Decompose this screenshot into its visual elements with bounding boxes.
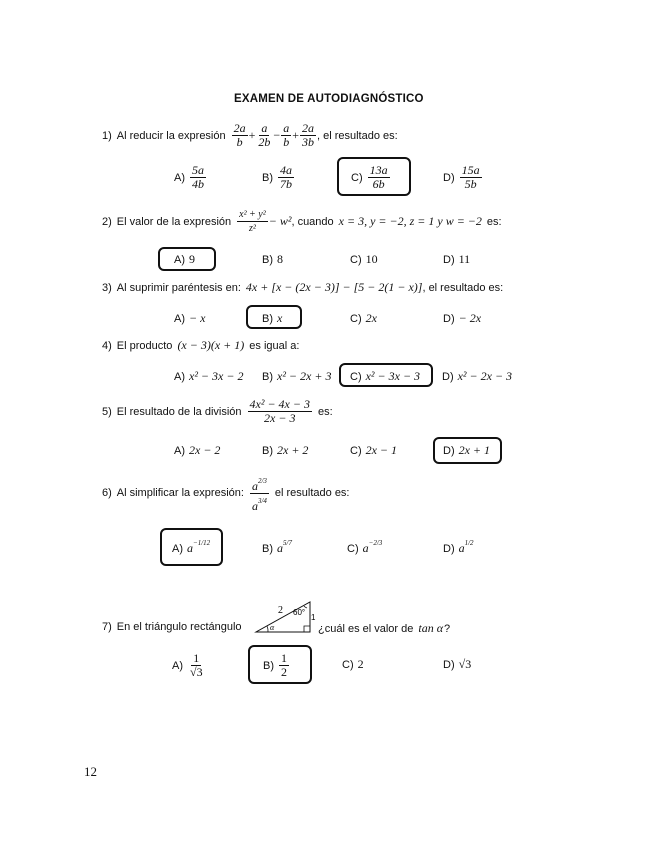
question-text: El resultado de la división (116, 405, 242, 418)
right-triangle-diagram (254, 598, 316, 634)
question-text: es: (486, 215, 502, 228)
question-text: ¿cuál es el valor de (318, 622, 414, 635)
expression: $\frac{\text{x² + y²}}{\text{z²}}$ − w² (239, 209, 292, 234)
question-5 (102, 398, 333, 425)
question-2 (102, 208, 502, 235)
expression: (x − 3)(x + 1) (177, 338, 245, 352)
question-number: 5) (102, 405, 112, 418)
question-7-tail: ¿cuál es el valor de tan α ? (318, 621, 451, 635)
option-d[interactable]: D) 2x + 1 (443, 443, 491, 457)
option-a[interactable]: A) $\frac{5a}{4b}$ (174, 163, 204, 191)
option-b[interactable]: B) x (262, 311, 283, 325)
question-text: , el resultado es: (316, 129, 398, 142)
given-values: x = 3, y = −2, z = 1 y w = −2 (338, 214, 482, 228)
option-d[interactable]: D) √3 (443, 657, 472, 671)
option-d[interactable]: D) − 2x (443, 311, 482, 325)
question-text: , el resultado es: (422, 281, 504, 294)
option-a[interactable]: A) x² − 3x − 2 (174, 369, 244, 383)
question-number: 2) (102, 215, 112, 228)
option-c[interactable]: C) $\frac{13a}{6b}$ (351, 163, 388, 191)
expression: 4x + [x − (2x − 3)] − [5 − 2(1 − x)] (245, 280, 423, 294)
option-c[interactable]: C) 2x (350, 311, 377, 325)
question-number: 6) (102, 486, 112, 499)
question-text: El valor de la expresión (116, 215, 232, 228)
option-d[interactable]: D) $a^{1/2}$ (443, 539, 474, 555)
question-3 (102, 280, 503, 295)
option-a[interactable]: A) 9 (174, 252, 195, 266)
question-text: el resultado es: (274, 486, 350, 499)
tan-alpha: tan α (418, 621, 444, 635)
option-b[interactable]: B) 2x + 2 (262, 443, 309, 457)
angle-label: 60° (293, 608, 306, 617)
option-c[interactable]: C) 2 (342, 657, 364, 671)
alpha-label: α (270, 623, 275, 632)
page-number: 12 (84, 764, 97, 779)
option-d[interactable]: D) $\frac{15a}{5b}$ (443, 163, 480, 191)
option-b[interactable]: B) $\frac{1}{2}$ (263, 651, 287, 679)
question-number: 3) (102, 281, 112, 294)
question-6 (102, 472, 350, 513)
question-text: En el triángulo rectángulo (116, 621, 242, 633)
question-text: Al reducir la expresión (116, 129, 226, 142)
option-a[interactable]: A) 2x − 2 (174, 443, 221, 457)
question-7 (102, 621, 242, 633)
hypotenuse-label: 2 (278, 605, 283, 616)
question-number: 1) (102, 129, 112, 142)
question-1 (102, 122, 398, 149)
option-c[interactable]: C) $a^{-2/3}$ (347, 539, 383, 555)
expression: $\frac{\text{4x² − 4x − 3}}{2x - 3}$ (249, 397, 310, 425)
option-b[interactable]: B) $\frac{4a}{7b}$ (262, 163, 292, 191)
expression: $\frac{2a}{b}$ + $\frac{a}{2b}$ − $\frac{a}{b}$ + $\frac{2a}{3b}$ (233, 121, 314, 149)
option-d[interactable]: D) x² − 2x − 3 (442, 369, 513, 383)
option-b[interactable]: B) x² − 2x + 3 (262, 369, 332, 383)
side-label: 1 (311, 613, 316, 622)
question-text: Al suprimir paréntesis en: (116, 281, 241, 294)
question-text: El producto (116, 339, 173, 352)
option-c[interactable]: C) 2x − 1 (350, 443, 398, 457)
question-4 (102, 338, 299, 353)
option-a[interactable]: A) $\frac{1}{√3}$ (172, 651, 203, 679)
option-c[interactable]: C) 10 (350, 252, 378, 266)
option-d[interactable]: D) 11 (443, 252, 471, 266)
option-a[interactable]: A) − x (174, 311, 206, 325)
question-number: 4) (102, 339, 112, 352)
option-a[interactable]: A) $a^{-1/12}$ (172, 539, 211, 555)
expression: $\frac{a^{2/3}}{a^{3/4}}$ (250, 472, 269, 513)
option-b[interactable]: B) 8 (262, 252, 283, 266)
page-title: EXAMEN DE AUTODIAGNÓSTICO (234, 93, 424, 105)
question-text: es: (317, 405, 333, 418)
question-number: 7) (102, 621, 112, 633)
question-text: , cuando (291, 215, 334, 228)
question-text: Al simplificar la expresión: (116, 486, 244, 499)
question-text: es igual a: (249, 339, 300, 352)
option-b[interactable]: B) $a^{5/7}$ (262, 539, 292, 555)
option-c[interactable]: C) x² − 3x − 3 (350, 369, 421, 383)
